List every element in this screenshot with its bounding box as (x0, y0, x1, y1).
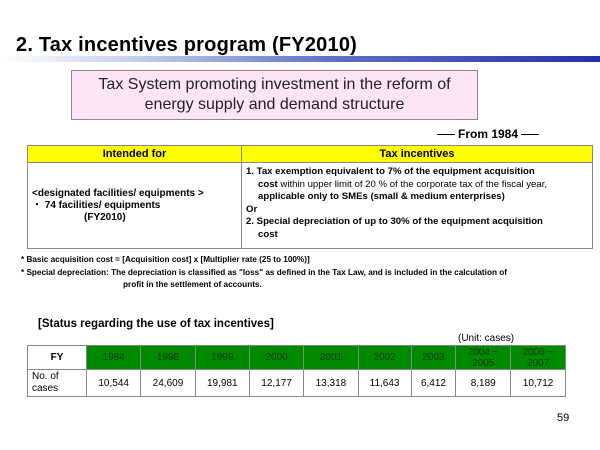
year-cell (358, 346, 411, 370)
headline-line-1: Tax System promoting investment in the reform of (98, 76, 451, 93)
incentive-item-1-limit: within upper limit of 20 % of the corporate tax of the fiscal year, (277, 178, 548, 190)
cases-cell: 10,712 (511, 370, 566, 397)
headline-line-2: energy supply and demand structure (144, 96, 405, 113)
title-underline-bar (0, 56, 600, 62)
year-cell-line-1: 1999 (211, 352, 234, 363)
cases-header (28, 370, 87, 397)
cases-cell: 12,177 (249, 370, 303, 397)
incentive-item-1-line-b (246, 179, 588, 192)
year-cell-line-1: 2001 (319, 352, 343, 363)
tax-incentives-cell (242, 163, 593, 249)
intended-line-3: (FY2010) (84, 211, 126, 223)
incentive-item-1-line-c: applicable only to SMEs (small & medium enterprises) (258, 191, 505, 202)
intended-line-1: <designated facilities/ equipments > (32, 187, 204, 199)
year-cell (195, 346, 249, 370)
from-label (434, 127, 542, 141)
cases-cell: 10,544 (87, 370, 141, 397)
cases-cell: 11,643 (358, 370, 411, 397)
year-cell-line-2: 2007 (526, 358, 550, 369)
incentive-item-2-line-a: 2. Special depreciation of up to 30% of the equipment acquisition (246, 216, 543, 227)
cases-table (27, 345, 566, 397)
intended-for-cell (28, 163, 242, 249)
note-basic-cost: * Basic acquisition cost = [Acquisition cost] x [Multiplier rate (25 to 100%)] (21, 255, 310, 264)
cases-cell: 19,981 (195, 370, 249, 397)
year-cell (456, 346, 511, 370)
incentive-item-1-cost: cost (258, 178, 278, 190)
unit-label: (Unit: cases) (458, 333, 515, 344)
incentive-item-1-line-a: 1. Tax exemption equivalent to 7% of the equipment acquisition (246, 166, 535, 177)
year-cell (511, 346, 566, 370)
page-number: 59 (557, 412, 570, 424)
header-intended-for: Intended for (28, 146, 242, 163)
year-cell-line-1: 2004 ~ (467, 347, 499, 358)
year-cell (141, 346, 195, 370)
year-cell (411, 346, 456, 370)
cases-header-line-1: No. of (32, 371, 59, 382)
year-cell-line-2: 2005 (472, 358, 495, 369)
status-heading: [Status regarding the use of tax incentives] (38, 318, 274, 330)
cases-header-line-2: cases (32, 383, 59, 394)
from-label-text: From 1984 (458, 127, 519, 141)
cases-cell: 6,412 (411, 370, 456, 397)
dash-left (437, 134, 455, 135)
page-title: 2. Tax incentives program (FY2010) (16, 34, 357, 56)
headline-box (71, 70, 478, 120)
year-cell (249, 346, 303, 370)
incentive-table (27, 145, 593, 249)
fy-header: FY (28, 346, 87, 370)
dash-right (521, 134, 539, 135)
year-cell-line-1: 2006 ~ (522, 347, 554, 358)
note-special-depreciation-cont: profit in the settlement of accounts. (123, 280, 262, 289)
cases-cell: 13,318 (304, 370, 358, 397)
note-special-depreciation: * Special depreciation: The depreciation is classified as "loss" as defined in the Tax Law, and is included in the calculation of (21, 267, 507, 277)
header-tax-incentives: Tax incentives (242, 146, 593, 163)
incentive-or: Or (246, 203, 258, 215)
year-cell (304, 346, 358, 370)
cases-cell: 8,189 (456, 370, 511, 397)
cases-cell: 24,609 (141, 370, 195, 397)
year-cell-line-1: 2002 (373, 352, 396, 363)
year-cell-line-1: 1998 (156, 352, 180, 363)
year-cell-line-1: 1984 (102, 352, 125, 363)
incentive-item-2-line-b: cost (258, 228, 278, 240)
year-cell-line-1: 2003 (422, 352, 445, 363)
year-cell (87, 346, 141, 370)
year-row (28, 346, 566, 370)
intended-line-2: ・ 74 facilities/ equipments (32, 199, 161, 211)
year-cell-line-1: 2000 (265, 352, 288, 363)
footnotes (21, 254, 507, 292)
cases-row (28, 370, 566, 397)
